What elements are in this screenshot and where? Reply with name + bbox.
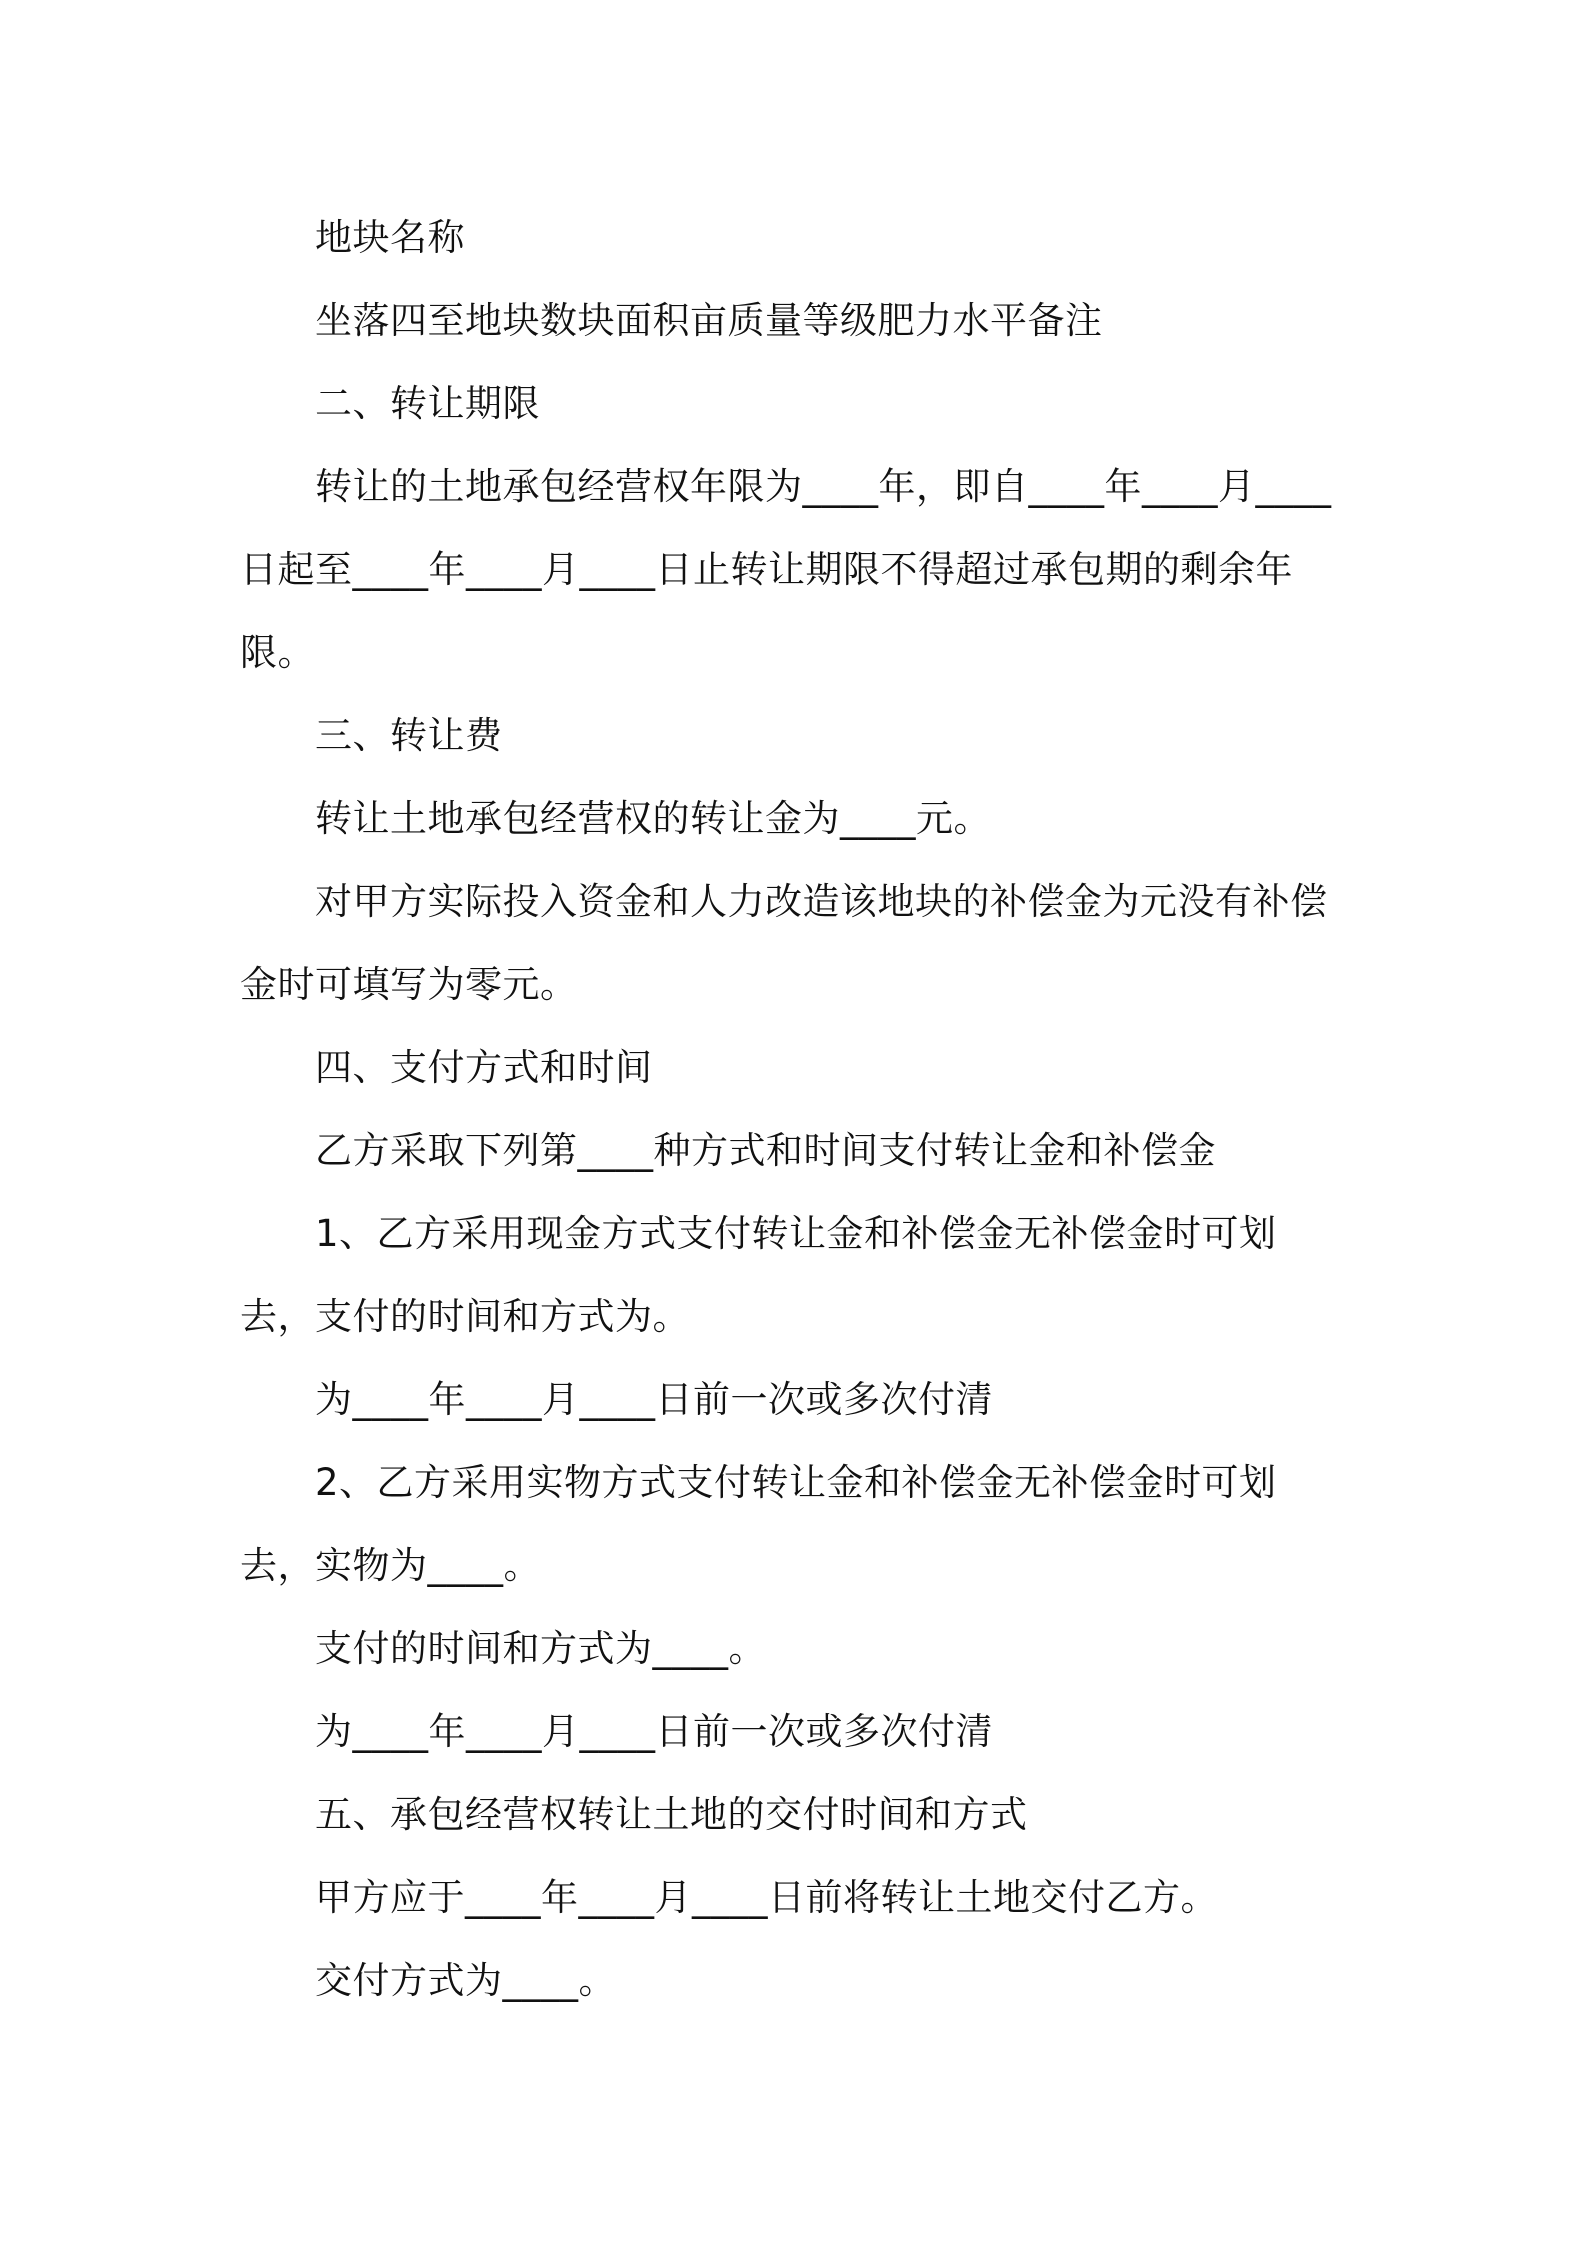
section-4-item-2-date: 为____年____月____日前一次或多次付清 (315, 1710, 993, 1753)
section-4-item-2: 2、乙方采用实物方式支付转让金和补偿金无补偿金时可划去，实物为____。 (240, 1461, 1277, 1587)
section-3-title: 三、转让费 (315, 714, 503, 757)
section-2-title: 二、转让期限 (315, 382, 540, 425)
plot-columns-line: 坐落四至地块数块面积亩质量等级肥力水平备注 (315, 299, 1103, 342)
section-2-paragraph: 转让的土地承包经营权年限为____年，即自____年____月____日起至____年____月____日止转让期限不得超过承包期的剩余年限。 (240, 465, 1332, 674)
section-4-title: 四、支付方式和时间 (315, 1046, 653, 1089)
plot-name-heading: 地块名称 (315, 216, 465, 259)
section-3-paragraph-1: 转让土地承包经营权的转让金为____元。 (315, 797, 991, 840)
section-5-title: 五、承包经营权转让土地的交付时间和方式 (315, 1793, 1028, 1836)
section-4-paragraph: 乙方采取下列第____种方式和时间支付转让金和补偿金 (315, 1129, 1216, 1172)
section-4-item-1: 1、乙方采用现金方式支付转让金和补偿金无补偿金时可划去，支付的时间和方式为。 (240, 1212, 1277, 1338)
section-5-paragraph-1: 甲方应于____年____月____日前将转让土地交付乙方。 (315, 1876, 1218, 1919)
section-3-paragraph-2: 对甲方实际投入资金和人力改造该地块的补偿金为元没有补偿金时可填写为零元。 (240, 880, 1328, 1006)
document-content (240, 196, 1350, 2022)
section-4-item-2-time: 支付的时间和方式为____。 (315, 1627, 766, 1670)
section-5-paragraph-2: 交付方式为____。 (315, 1959, 616, 2002)
section-4-item-1-date: 为____年____月____日前一次或多次付清 (315, 1378, 993, 1421)
